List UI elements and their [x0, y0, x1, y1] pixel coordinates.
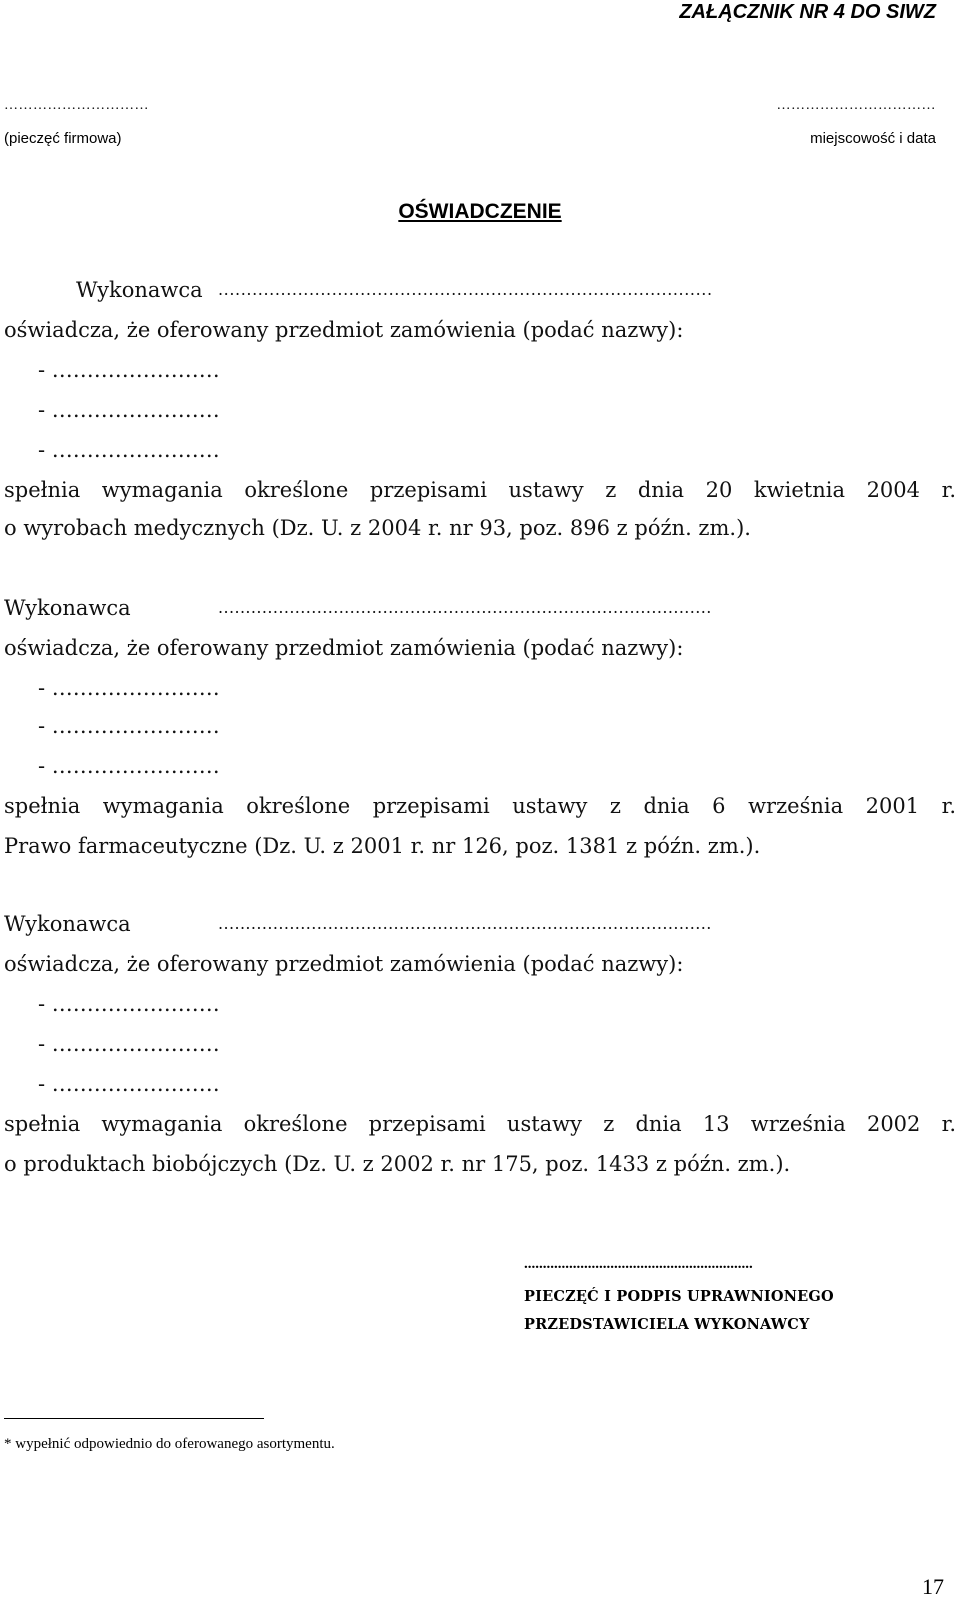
- product-item: - ……………………: [38, 992, 220, 1016]
- contractor-name-dots: ..........................................................................................: [218, 914, 712, 933]
- company-stamp-dots: …………………………: [4, 98, 149, 113]
- page-number: 17: [922, 1574, 944, 1599]
- company-stamp-label: (pieczęć firmowa): [4, 130, 122, 147]
- law-reference-line: o produktach biobójczych (Dz. U. z 2002 r. nr 175, poz. 1433 z późn. zm.).: [4, 1152, 791, 1176]
- product-item: - ……………………: [38, 1032, 220, 1056]
- contractor-label: Wykonawca: [76, 278, 203, 302]
- law-reference-line: o wyrobach medycznych (Dz. U. z 2004 r. nr 93, poz. 896 z późn. zm.).: [4, 516, 751, 540]
- statement-line: oświadcza, że oferowany przedmiot zamówienia (podać nazwy):: [4, 318, 684, 342]
- product-item: - ……………………: [38, 754, 220, 778]
- product-item: - ……………………: [38, 358, 220, 382]
- product-item: - ……………………: [38, 676, 220, 700]
- signature-dots: .............................................................: [524, 1256, 753, 1272]
- document-title: OŚWIADCZENIE: [398, 200, 562, 223]
- footnote-separator: [4, 1418, 264, 1419]
- signature-title-line: PRZEDSTAWICIELA WYKONAWCY: [524, 1316, 810, 1333]
- statement-line: oświadcza, że oferowany przedmiot zamówienia (podać nazwy):: [4, 952, 684, 976]
- contractor-label: Wykonawca: [4, 596, 131, 620]
- law-reference-line: spełnia wymagania określone przepisami ustawy z dnia 20 kwietnia 2004 r.: [4, 478, 956, 502]
- footnote: * wypełnić odpowiednio do oferowanego asortymentu.: [4, 1436, 335, 1452]
- law-reference-line: spełnia wymagania określone przepisami ustawy z dnia 6 września 2001 r.: [4, 794, 956, 818]
- product-item: - ……………………: [38, 714, 220, 738]
- law-reference-line: spełnia wymagania określone przepisami ustawy z dnia 13 września 2002 r.: [4, 1112, 956, 1136]
- product-item: - ……………………: [38, 438, 220, 462]
- place-date-dots: ……………………………: [776, 98, 936, 113]
- attachment-title: ZAŁĄCZNIK NR 4 DO SIWZ: [679, 1, 936, 23]
- law-reference-line: Prawo farmaceutyczne (Dz. U. z 2001 r. nr 126, poz. 1381 z późn. zm.).: [4, 834, 761, 858]
- contractor-name-dots: ..........................................................................................: [218, 598, 712, 617]
- signature-title-line: PIECZĘĆ I PODPIS UPRAWNIONEGO: [524, 1288, 834, 1305]
- contractor-label: Wykonawca: [4, 912, 131, 936]
- place-date-label: miejscowość i data: [810, 130, 936, 147]
- statement-line: oświadcza, że oferowany przedmiot zamówienia (podać nazwy):: [4, 636, 684, 660]
- contractor-name-dots: .......................................................................................: [218, 280, 713, 299]
- product-item: - ……………………: [38, 1072, 220, 1096]
- product-item: - ……………………: [38, 398, 220, 422]
